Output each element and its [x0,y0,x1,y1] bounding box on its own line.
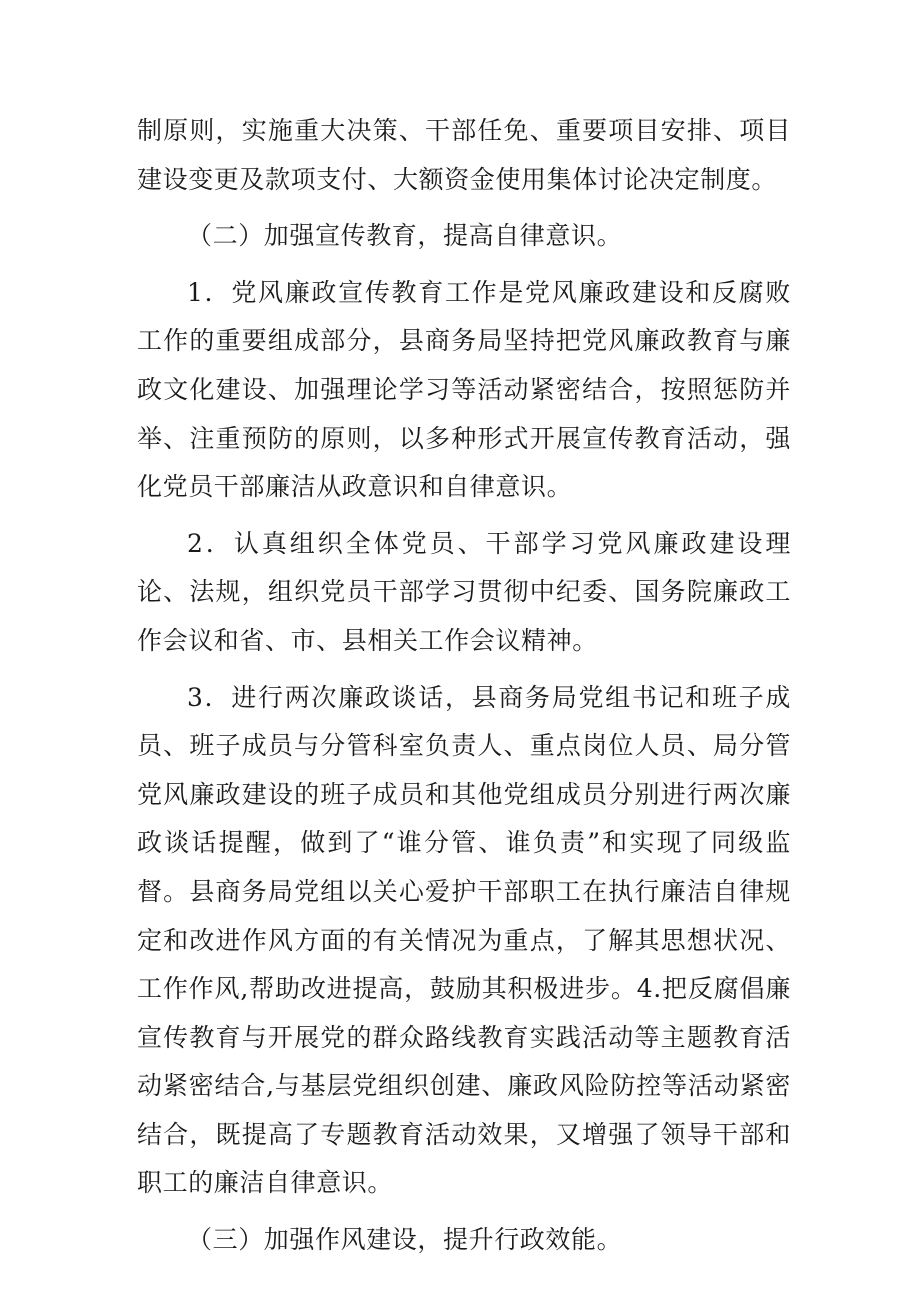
paragraph-item-1: 1．党风廉政宣传教育工作是党风廉政建设和反腐败工作的重要组成部分，县商务局坚持把党风廉政教育与廉政文化建设、加强理论学习等活动紧密结合，按照惩防并举、注重预防的原则，以多种形式开展宣传教育活动，强化党员干部廉洁从政意识和自律意识。 [137,277,791,502]
document-body [137,107,791,1273]
paragraph-continuation: 制原则，实施重大决策、干部任免、重要项目安排、项目建设变更及款项支付、大额资金使用集体讨论决定制度。 [137,116,791,194]
paragraph-item-3: 3．进行两次廉政谈话，县商务局党组书记和班子成员、班子成员与分管科室负责人、重点岗位人员、局分管党风廉政建设的班子成员和其他党组成员分别进行两次廉政谈话提醒，做到了“谁分管、谁负责”和实现了同级监督。县商务局党组以关心爱护干部职工在执行廉洁自律规定和改进作风方面的有关情况为重点，了解其思想状况、工作作风,帮助改进提高，鼓励其积极进步。4.把反腐倡廉宣传教育与开展党的群众路线教育实践活动等主题教育活动紧密结合,与基层党组织创建、廉政风险防控等活动紧密结合，既提高了专题教育活动效果，又增强了领导干部和职工的廉洁自律意识。 [137,682,791,1198]
section-heading-two: （二）加强宣传教育，提高自律意识。 [187,221,623,251]
paragraph-item-2: 2．认真组织全体党员、干部学习党风廉政建设理论、法规，组织党员干部学习贯彻中纪委、国务院廉政工作会议和省、市、县相关工作会议精神。 [137,528,791,655]
section-heading-three: （三）加强作风建设，提升行政效能。 [187,1225,623,1255]
